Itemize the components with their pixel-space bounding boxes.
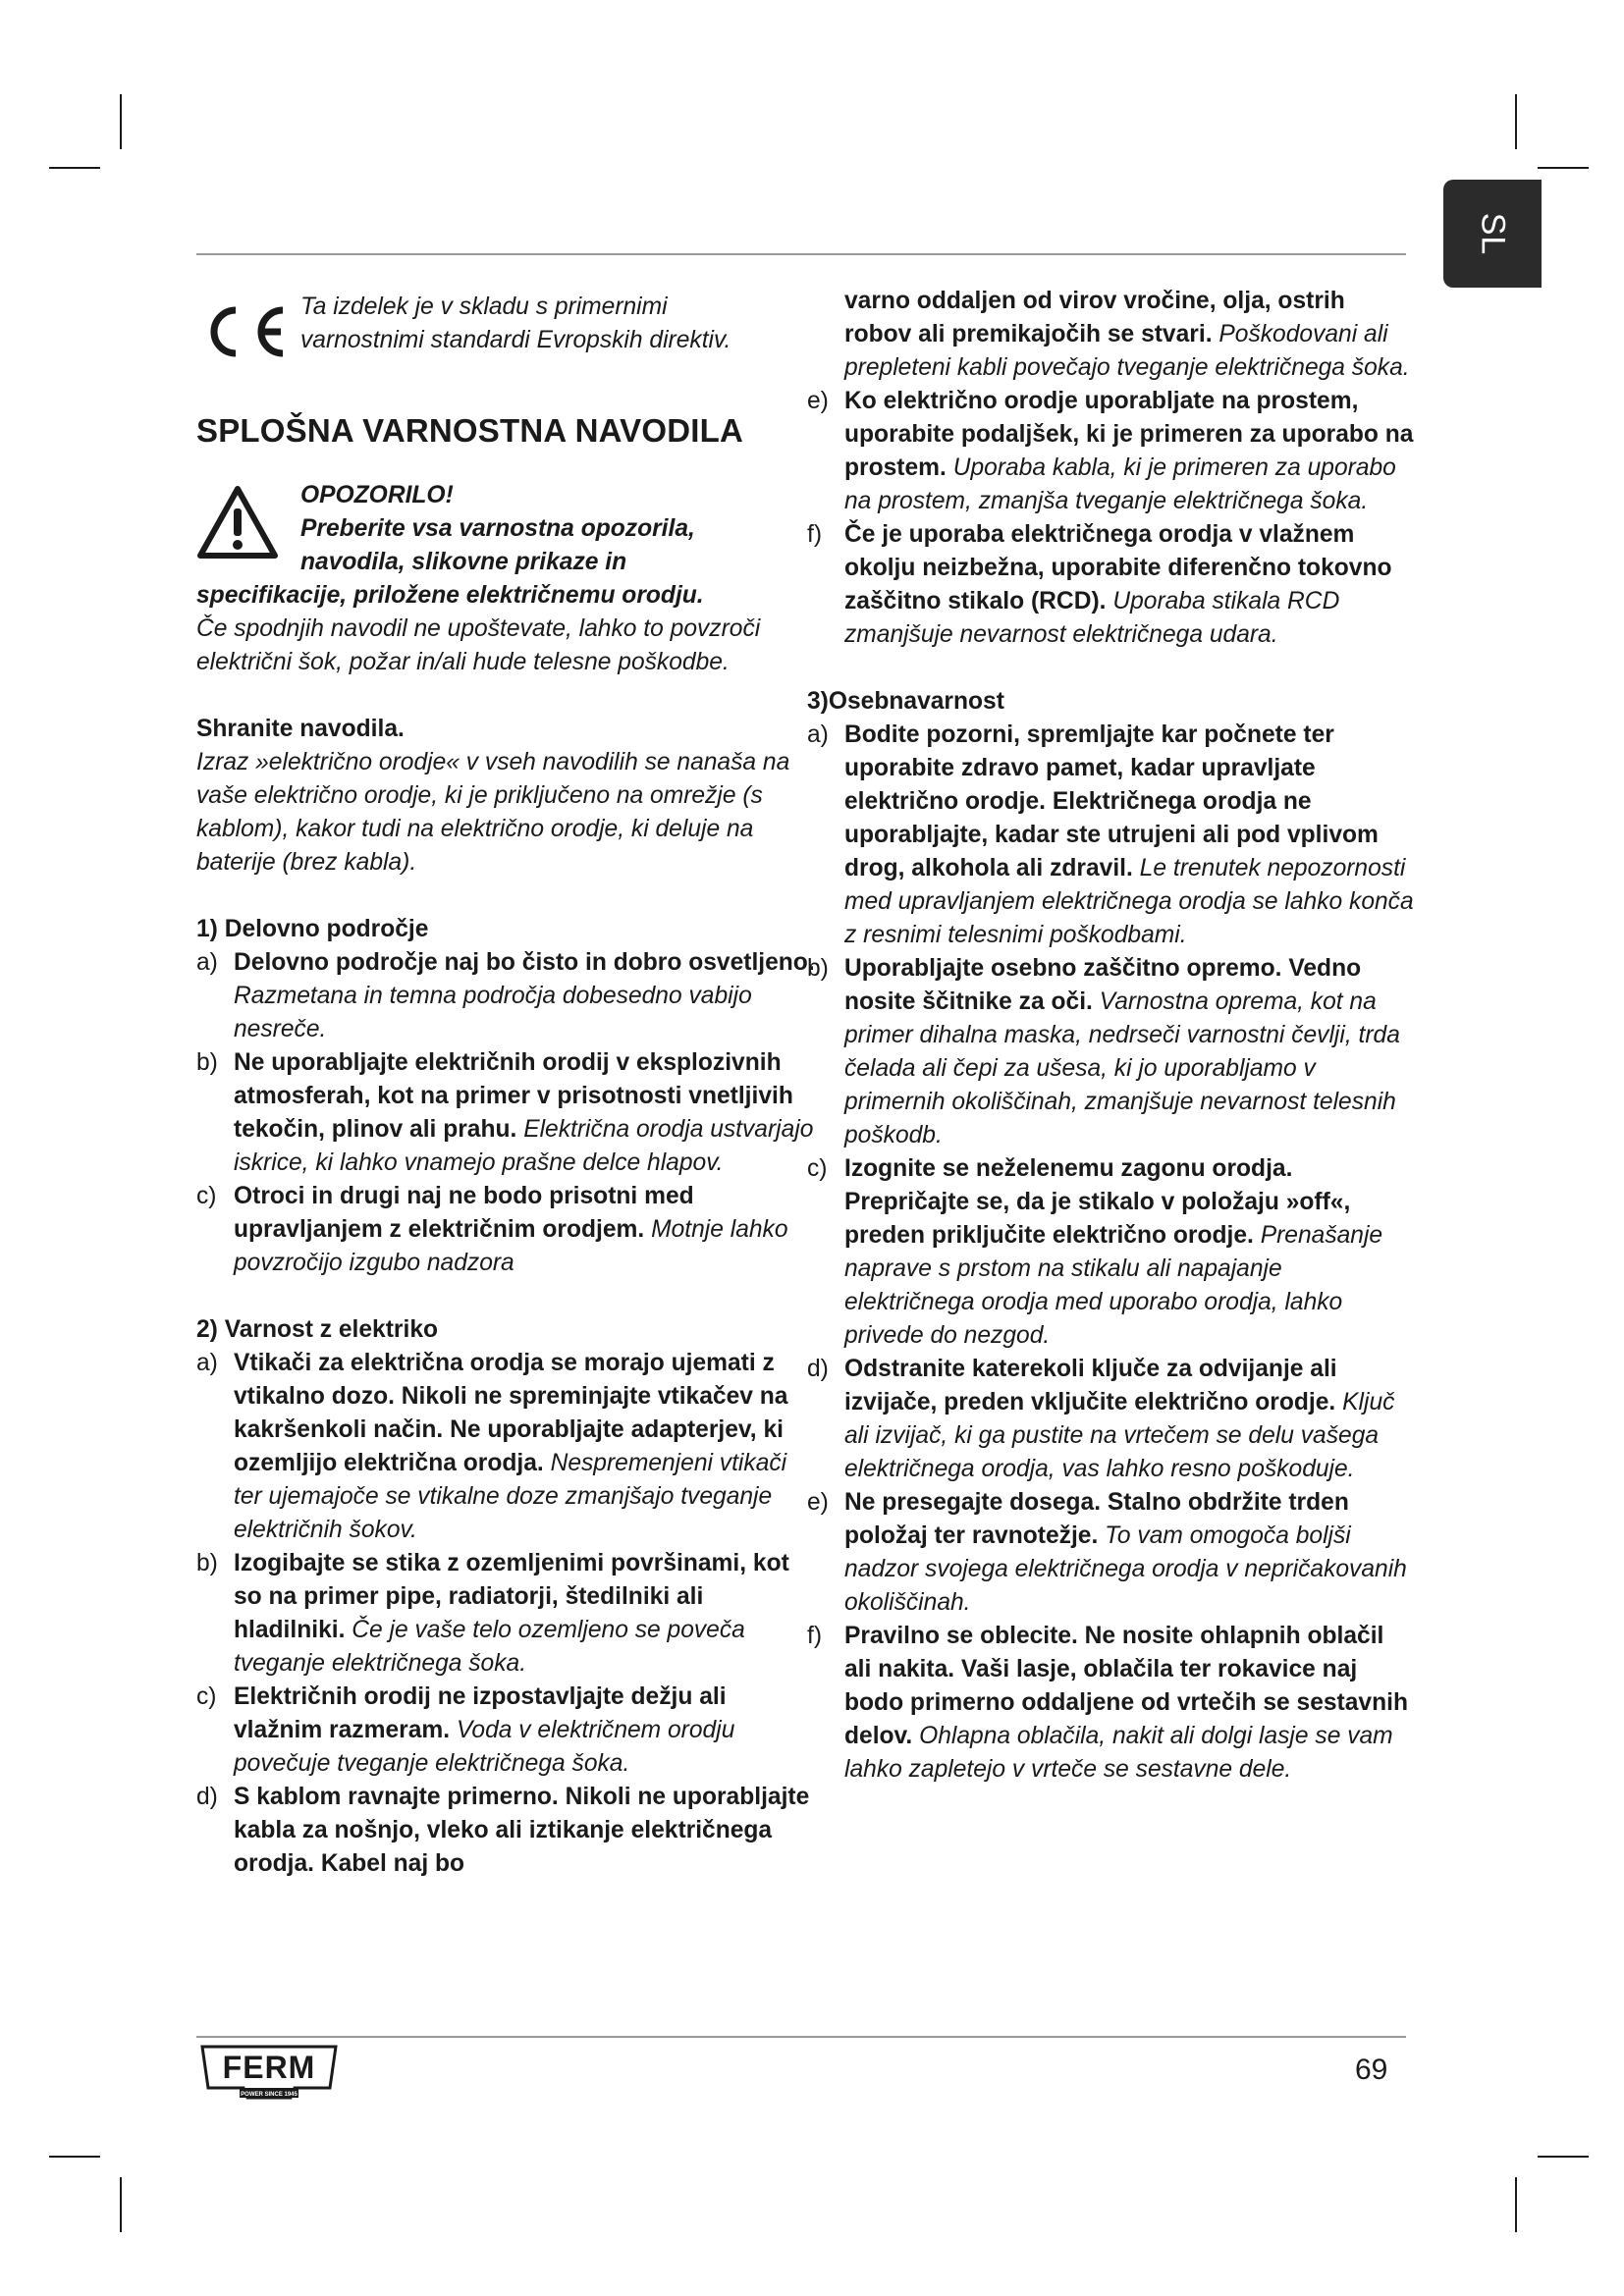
crop-mark-top-left-v xyxy=(120,94,122,149)
ferm-logo xyxy=(196,2043,342,2102)
warning-title: OPOZORILO! xyxy=(300,482,454,508)
crop-mark-top-right-v xyxy=(1515,94,1517,149)
list-item: a) Vtikači za električna orodja se morajo ujemati z vtikalno dozo. Nikoli ne spreminjajte vtikačev na kakršenkoli način. Ne uporabljajte adapterjev, ki ozemljijo električna orodja. Nespremenjeni vtikači ter ujemajoče se vtikalne doze zmanjšajo tveganje električnih šokov. xyxy=(196,1350,788,1543)
list-item-continuation: varno oddaljen od virov vročine, olja, ostrih robov ali premikajočih se stvari. Poškodovani ali prepleteni kabli povečajo tveganje električnega šoka. xyxy=(844,288,1410,381)
section-3-title: 3)Osebnavarnost xyxy=(807,688,1004,715)
ce-mark-icon xyxy=(196,302,295,361)
list-item: f) Če je uporaba električnega orodja v vlažnem okolju neizbežna, uporabite diferenčno tokovno zaščitno stikalo (RCD). Uporaba stikala RCD zmanjšuje nevarnost električnega udara. xyxy=(807,521,1392,648)
left-column xyxy=(196,285,815,1881)
warning-body: Če spodnjih navodil ne upoštevate, lahko to povzroči električni šok, požar in/ali hude telesne poškodbe. xyxy=(196,615,761,675)
footer-rule xyxy=(196,2036,1406,2038)
warning-line-2: navodila, slikovne prikaze in xyxy=(300,549,627,575)
crop-mark-bottom-left-v xyxy=(120,2177,122,2232)
crop-mark-bottom-right-v xyxy=(1515,2177,1517,2232)
list-item: b) Uporabljajte osebno zaščitno opremo. Vedno nosite ščitnike za oči. Varnostna oprema, kot na primer dihalna maska, nedrseči varnostni čevlji, trda čelada ali čepi za ušesa, ki jo uporabljamo v primernih okoliščinah, zmanjšuje nevarnost telesnih poškodb. xyxy=(807,955,1400,1148)
language-tab xyxy=(1443,180,1542,288)
warning-triangle-icon xyxy=(196,485,279,560)
language-tab-label: SL xyxy=(1474,212,1512,255)
list-item: d) S kablom ravnajte primerno. Nikoli ne uporabljajte kabla za nošnjo, vleko ali iztikanje električnega orodja. Kabel naj bo xyxy=(196,1784,810,1877)
list-item: d) Odstranite katerekoli ključe za odvijanje ali izvijače, preden vključite električno orodje. Ključ ali izvijač, ki ga pustite na vrtečem se delu vašega električnega orodja, vas lahko resno poškoduje. xyxy=(807,1356,1395,1482)
crop-mark-top-left-h xyxy=(49,167,100,169)
list-item: b) Ne uporabljajte električnih orodij v eksplozivnih atmosferah, kot na primer v prisotnosti vnetljivih tekočin, plinov ali prahu. Električna orodja ustvarjajo iskrice, ki lahko vnamejo prašne delce hlapov. xyxy=(196,1049,814,1176)
section-1-title: 1) Delovno področje xyxy=(196,916,429,942)
page-number: 69 xyxy=(1355,2054,1388,2086)
svg-text:FERM: FERM xyxy=(222,2050,316,2085)
crop-mark-top-right-h xyxy=(1538,167,1589,169)
list-item: e) Ko električno orodje uporabljate na prostem, uporabite podaljšek, ki je primeren za uporabo na prostem. Uporaba kabla, ki je primeren za uporabo na prostem, zmanjša tveganje električnega šoka. xyxy=(807,388,1414,514)
list-item: f) Pravilno se oblecite. Ne nosite ohlapnih oblačil ali nakita. Vaši lasje, oblačila ter rokavice naj bodo primerno oddaljene od vrtečih se sestavnih delov. Ohlapna oblačila, nakit ali dolgi lasje se vam lahko zapletejo v vrteče se sestavne dele. xyxy=(807,1623,1408,1783)
ce-statement: Ta izdelek je v skladu s primernimi varnostnimi standardi Evropskih direktiv. xyxy=(300,294,731,353)
page-heading: SPLOŠNA VARNOSTNA NAVODILA xyxy=(196,412,744,449)
section-2-title: 2) Varnost z elektriko xyxy=(196,1316,439,1343)
crop-mark-bottom-right-h xyxy=(1538,2156,1589,2158)
warning-line-1: Preberite vsa varnostna opozorila, xyxy=(300,515,695,542)
svg-text:POWER SINCE 1945: POWER SINCE 1945 xyxy=(241,2092,298,2098)
crop-mark-bottom-left-h xyxy=(49,2156,100,2158)
list-item: c) Električnih orodij ne izpostavljajte dežju ali vlažnim razmeram. Voda v električnem orodju povečuje tveganje električnega šoka. xyxy=(196,1683,735,1777)
header-rule xyxy=(196,253,1406,255)
warning-line-3: specifikacije, priložene električnemu orodju. xyxy=(196,582,704,609)
list-item: c) Izognite se neželenemu zagonu orodja. Prepričajte se, da je stikalo v položaju »off«, preden priključite električno orodje. Prenašanje naprave s prstom na stikalu ali napajanje električnega orodja med uporabo orodja, lahko privede do nezgod. xyxy=(807,1155,1383,1349)
list-item: a) Bodite pozorni, spremljajte kar počnete ter uporabite zdravo pamet, kadar upravljate električno orodje. Električnega orodja ne uporabljajte, kadar ste utrujeni ali pod vplivom drog, alkohola ali zdravil. Le trenutek nepozornosti med upravljanjem električnega orodja se lahko konča z resnimi telesnimi poškodbami. xyxy=(807,721,1414,948)
list-item: c) Otroci in drugi naj ne bodo prisotni med upravljanjem z električnim orodjem. Motnje lahko povzročijo izgubo nadzora xyxy=(196,1183,788,1276)
list-item: b) Izogibajte se stika z ozemljenimi površinami, kot so na primer pipe, radiatorji, štedilniki ali hladilniki. Če je vaše telo ozemljeno se poveča tveganje električnega šoka. xyxy=(196,1550,789,1677)
warning-block xyxy=(196,479,815,679)
list-item: a) Delovno področje naj bo čisto in dobro osvetljeno. Razmetana in temna področja dobesedno vabijo nesreče. xyxy=(196,949,815,1042)
right-column xyxy=(807,285,1416,1787)
ce-conformity-block xyxy=(196,291,815,361)
list-item: e) Ne presegajte dosega. Stalno obdržite trden položaj ter ravnotežje. To vam omogoča boljši nadzor svojega električnega orodja v nepričakovanih okoliščinah. xyxy=(807,1489,1407,1616)
keep-instructions-title: Shranite navodila. xyxy=(196,716,405,742)
keep-instructions-body: Izraz »električno orodje« v vseh navodilih se nanaša na vaše električno orodje, ki je priključeno na omrežje (s kablom), kakor tudi na električno orodje, ki deluje na baterije (brez kabla). xyxy=(196,749,790,876)
